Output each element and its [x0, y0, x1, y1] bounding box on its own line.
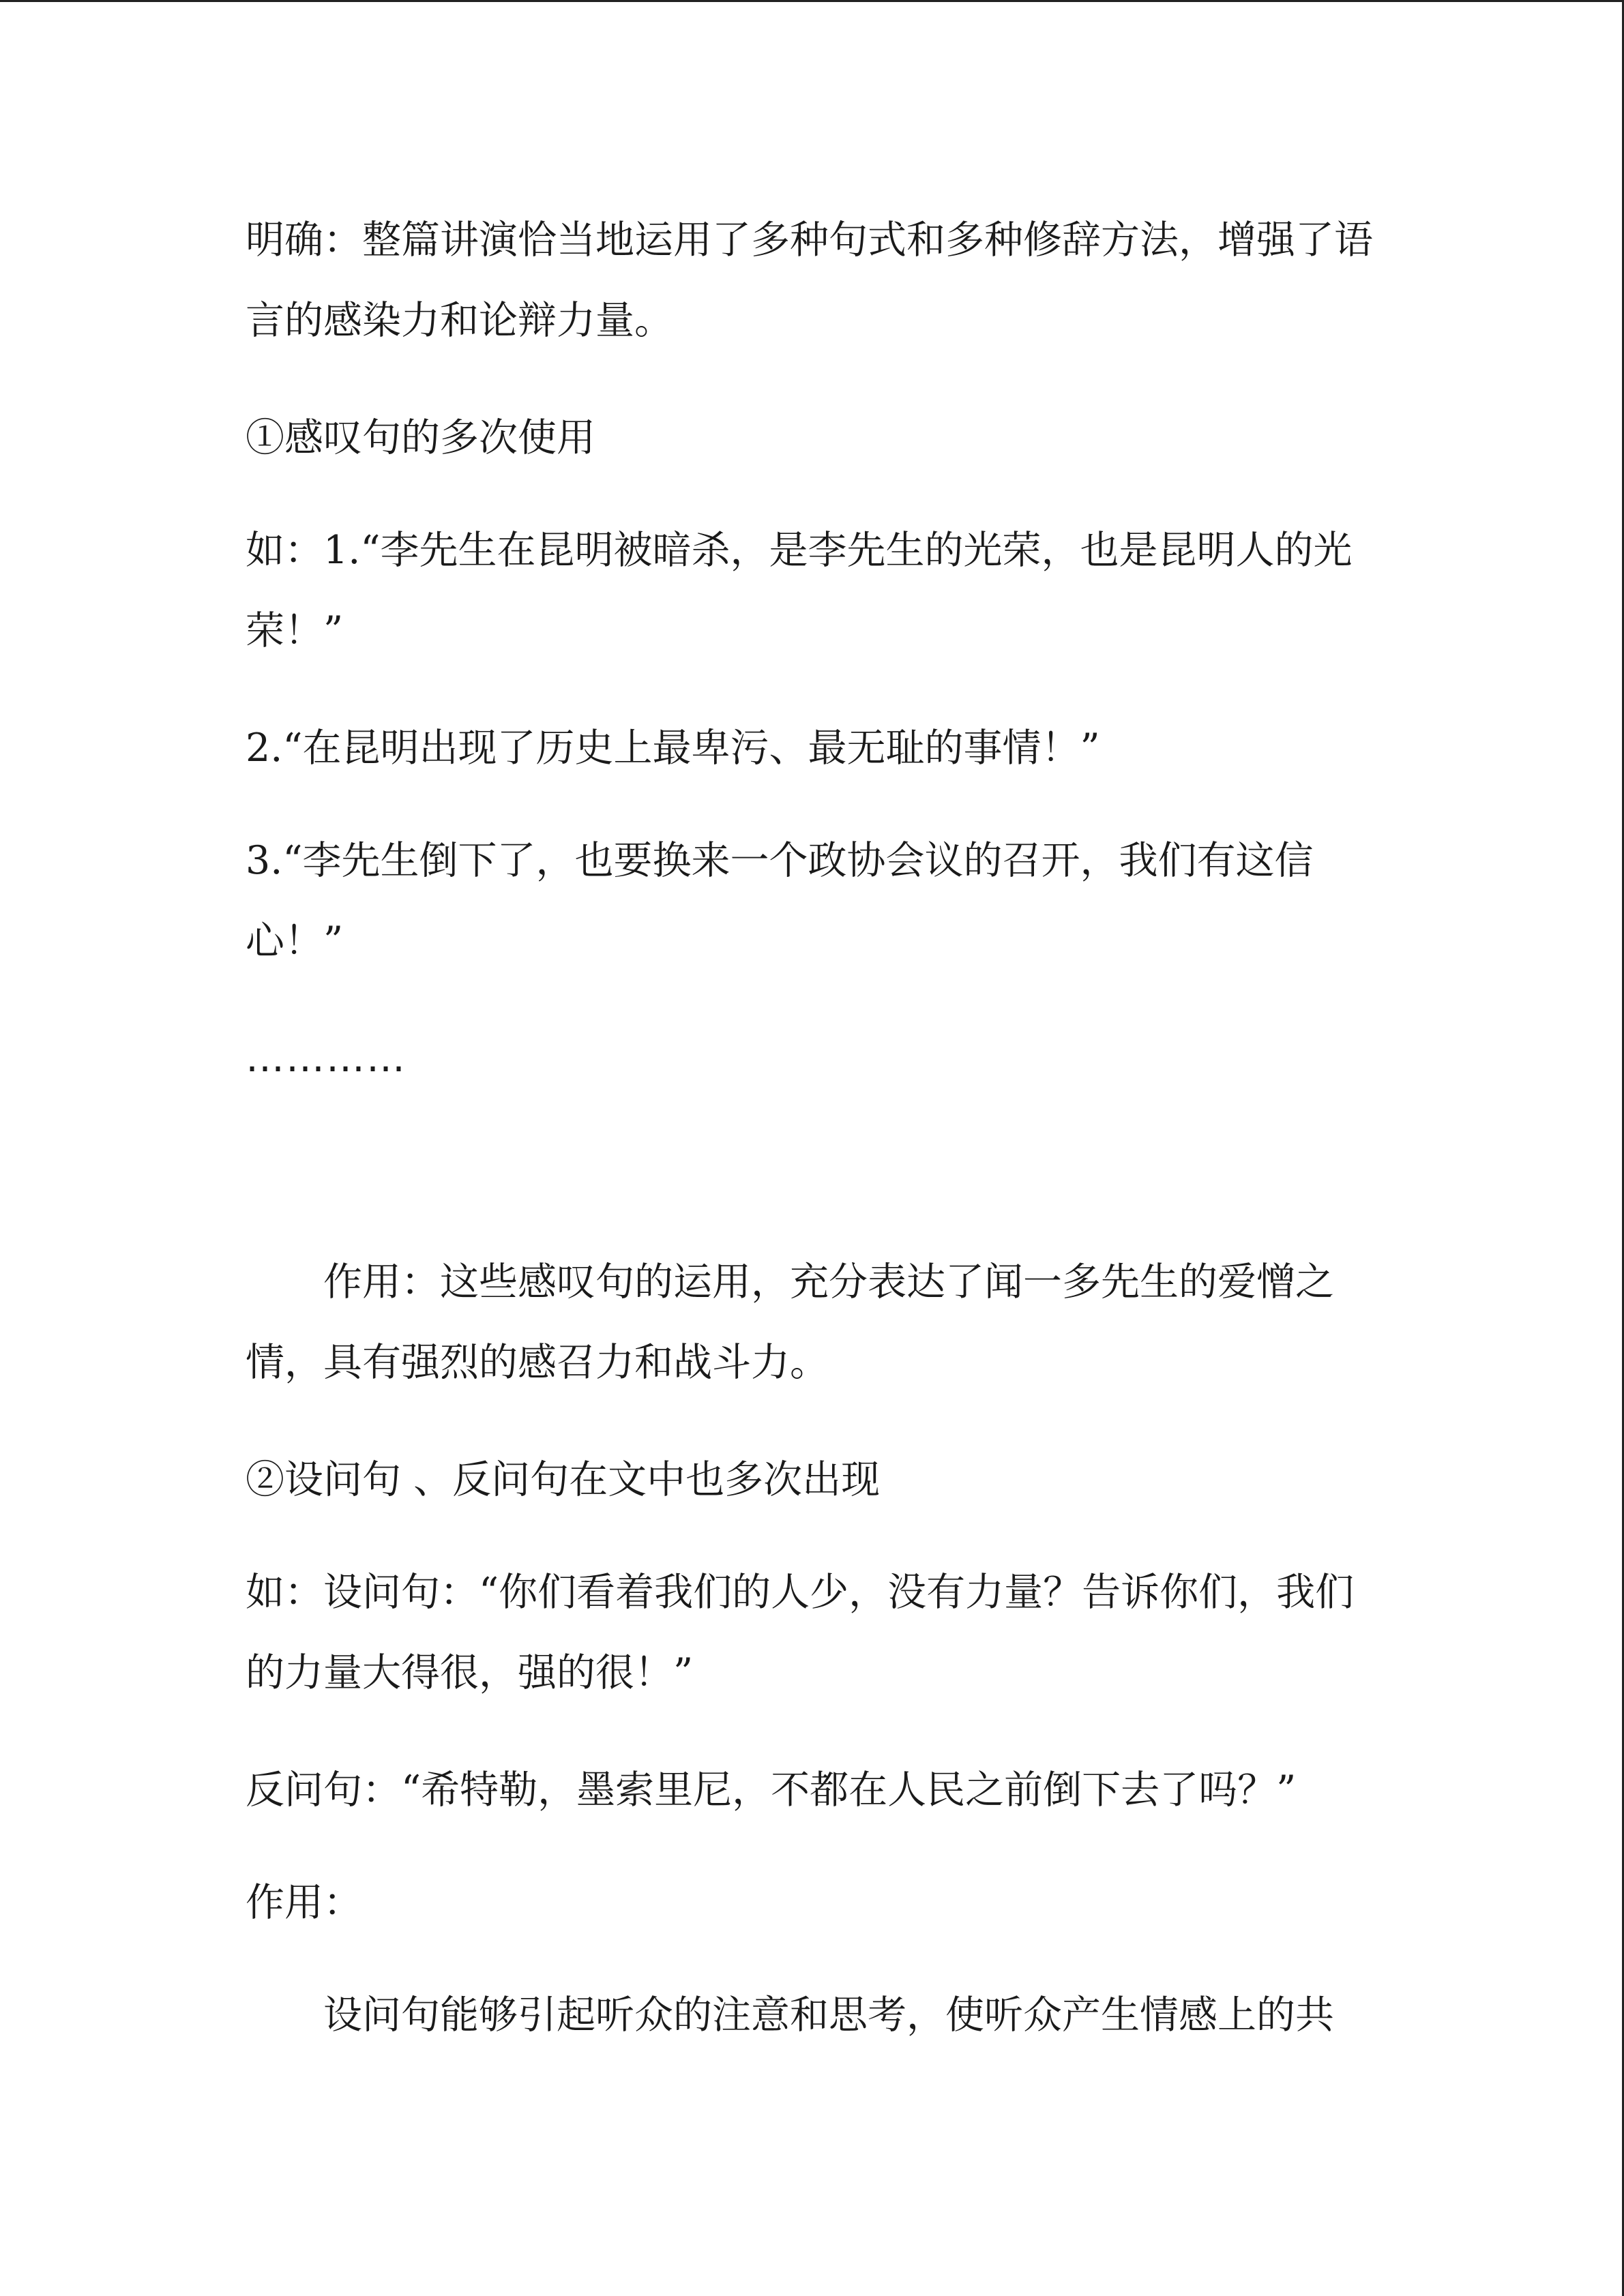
text-line: 作用：这些感叹句的运用，充分表达了闻一多先生的爱憎之: [323, 1259, 1334, 1304]
example-2: [246, 708, 1364, 788]
example-1: [246, 510, 1364, 671]
text-line: 明确：整篇讲演恰当地运用了多种句式和多种修辞方法，增强了语: [246, 218, 1373, 263]
paragraph-effect-questions: [246, 1975, 1364, 2055]
text-line: 作用：: [246, 1880, 362, 1925]
text-line: …………: [246, 1036, 407, 1081]
example-counter-question: [246, 1750, 1364, 1830]
text-line: 反问句：“希特勒，墨索里尼，不都在人民之前倒下去了吗？”: [246, 1768, 1297, 1813]
text-line: 3.“李先生倒下了，也要换来一个政协会议的召开，我们有这信: [246, 838, 1314, 883]
section-heading-questions: [246, 1440, 1364, 1520]
text-line: ①感叹句的多次使用: [246, 415, 595, 460]
text-line: 情，具有强烈的感召力和战斗力。: [246, 1340, 829, 1385]
paragraph-effect-exclamation: [246, 1242, 1364, 1403]
effect-label: [246, 1862, 1364, 1943]
text-line: 2.“在昆明出现了历史上最卑污、最无耻的事情！”: [246, 726, 1100, 771]
text-line: 言的感染力和论辩力量。: [246, 298, 673, 343]
text-line: 设问句能够引起听众的注意和思考，使听众产生情感上的共: [323, 1993, 1334, 2038]
ellipsis: [246, 1018, 1364, 1099]
section-heading-exclamation: [246, 398, 1364, 478]
paragraph-summary: [246, 200, 1373, 361]
text-line: 如：1.“李先生在昆明被暗杀，是李先生的光荣，也是昆明人的光: [246, 528, 1353, 573]
text-line: 的力量大得很，强的很！”: [246, 1650, 694, 1695]
example-3: [246, 820, 1364, 981]
text-line: 荣！”: [246, 608, 344, 653]
text-line: ②设问句 、反问句在文中也多次出现: [246, 1457, 881, 1502]
example-rhetorical-question: [246, 1552, 1364, 1713]
text-line: 如：设问句：“你们看着我们的人少，没有力量？告诉你们，我们: [246, 1570, 1355, 1615]
text-line: 心！”: [246, 919, 344, 964]
